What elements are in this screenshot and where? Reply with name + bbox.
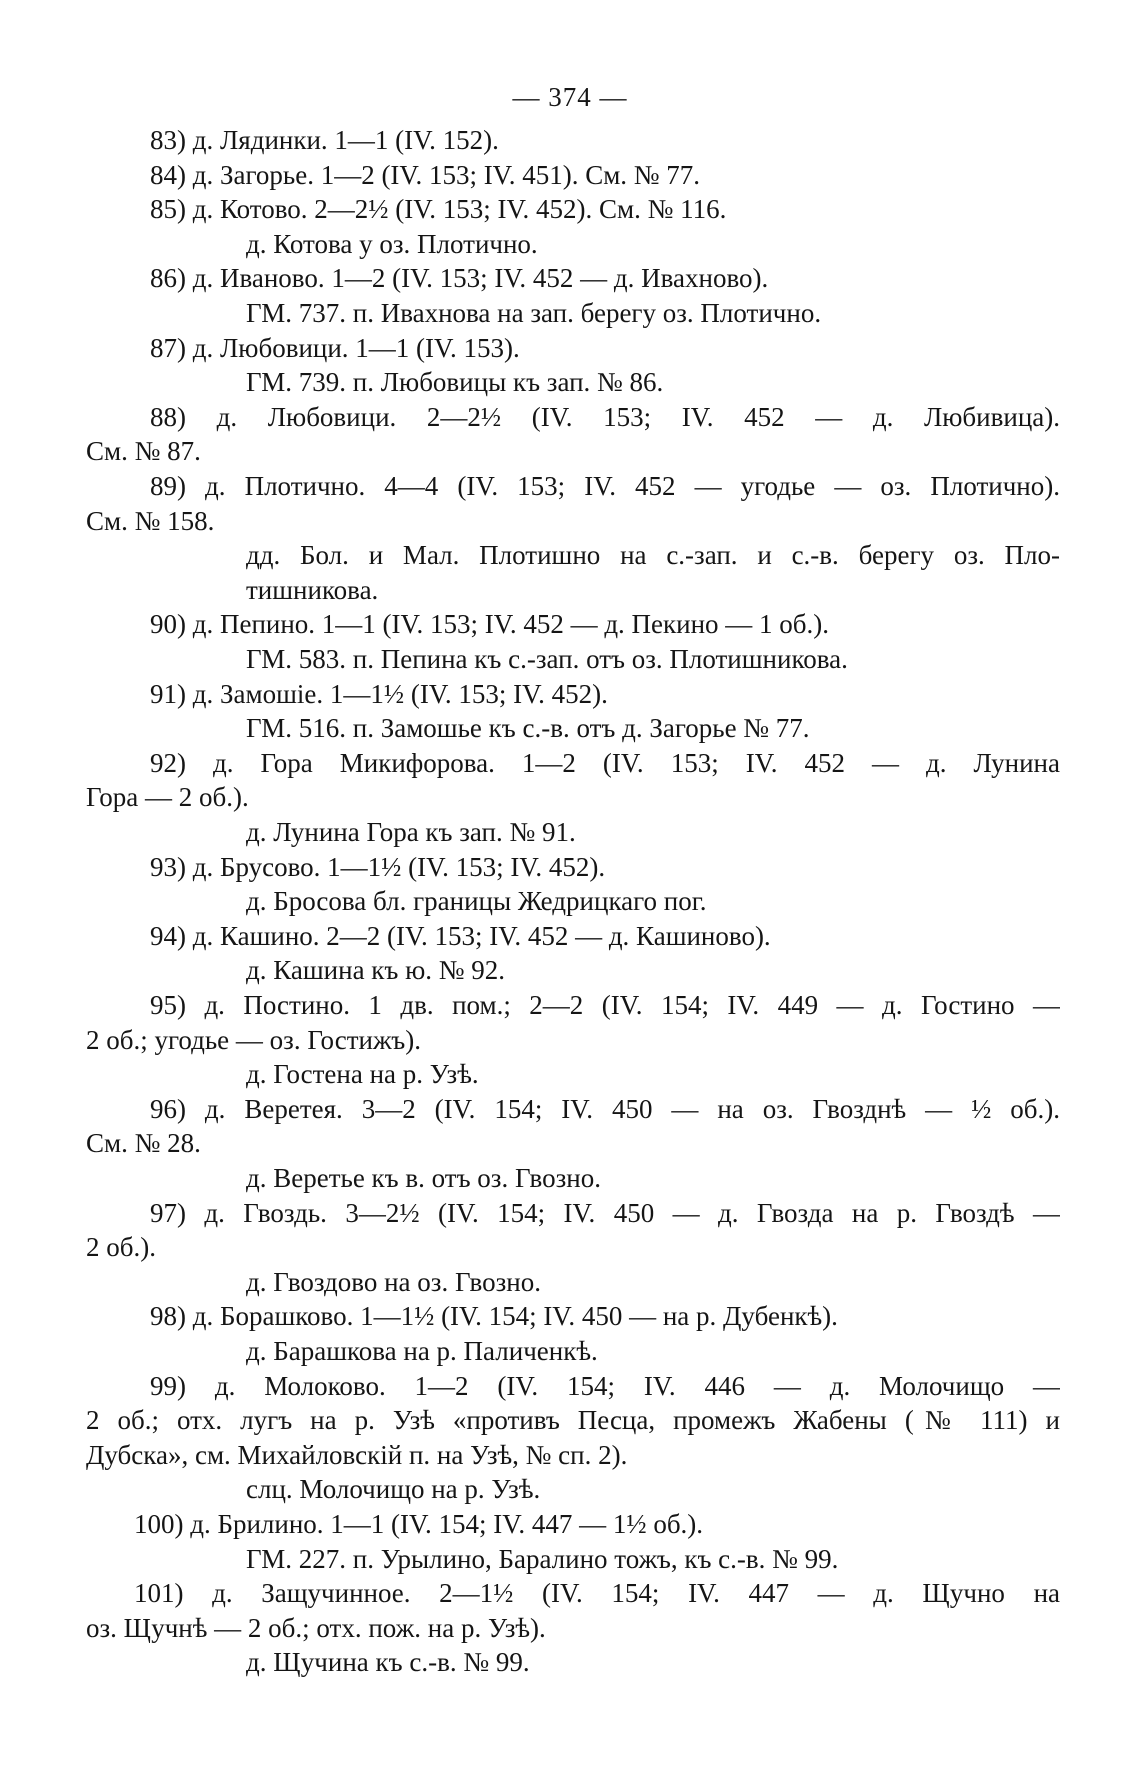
entry-line: 95) д. Постино. 1 дв. пом.; 2—2 (IV. 154; IV. 449 — д. Гостино — — [150, 990, 1060, 1020]
entry-line: 98) д. Борашково. 1—1½ (IV. 154; IV. 450 — на р. Дубенкѣ). — [150, 1301, 838, 1332]
entry-line: 91) д. Замошіе. 1—1½ (IV. 153; IV. 452). — [150, 678, 608, 709]
entry-line: 92) д. Гора Микифорова. 1—2 (IV. 153; IV. 452 — д. Лунина — [150, 747, 1060, 778]
sub-line: ГМ. 227. п. Урылино, Баралино тожъ, къ с.-в. № 99. — [246, 1543, 839, 1574]
sub-line: ГМ. 583. п. Пепина къ с.-зап. отъ оз. Плотишникова. — [246, 644, 848, 674]
sub-line: д. Веретье къ в. отъ оз. Гвозно. — [246, 1163, 601, 1193]
continuation-line: Гора — 2 об.). — [86, 782, 249, 813]
entry-line: 90) д. Пепино. 1—1 (IV. 153; IV. 452 — д. Пекино — 1 об.). — [150, 609, 830, 640]
continuation-line: См. № 28. — [86, 1128, 201, 1159]
entry-line: 96) д. Веретея. 3—2 (IV. 154; IV. 450 — на оз. Гвозднѣ — ½ об.). — [150, 1093, 1060, 1124]
continuation-line: 2 об.; отх. лугъ на р. Узѣ «противъ Песца, промежъ Жабены (№ 111) и — [86, 1405, 1060, 1436]
sub-line: ГМ. 739. п. Любовицы къ зап. № 86. — [246, 367, 664, 398]
entry-line: 86) д. Иваново. 1—2 (IV. 153; IV. 452 — д. Ивахново). — [150, 263, 769, 294]
continuation-line: 2 об.; угодье — оз. Гостижъ). — [86, 1024, 421, 1055]
sub-line: д. Гвоздово на оз. Гвозно. — [246, 1266, 541, 1297]
continuation-line: См. № 87. — [86, 436, 201, 467]
sub-line: д. Бросова бл. границы Жедрицкаго пог. — [246, 886, 707, 917]
sub-line: д. Барашкова на р. Паличенкѣ. — [246, 1336, 598, 1366]
page-number: — 374 — — [512, 82, 628, 112]
entry-line: 83) д. Лядинки. 1—1 (IV. 152). — [150, 125, 499, 155]
entry-line: 85) д. Котово. 2—2½ (IV. 153; IV. 452). См. № 116. — [150, 194, 727, 225]
continuation-line: Дубска», см. Михайловскій п. на Узѣ, № сп. 2). — [86, 1439, 628, 1470]
entry-line: 88) д. Любовици. 2—2½ (IV. 153; IV. 452 — д. Любивица). — [150, 401, 1060, 432]
continuation-line: оз. Щучнѣ — 2 об.; отх. пож. на р. Узѣ). — [86, 1612, 546, 1643]
sub-line: д. Лунина Гора къ зап. № 91. — [246, 817, 576, 847]
sub-line: тишникова. — [246, 574, 379, 605]
entry-line: 93) д. Брусово. 1—1½ (IV. 153; IV. 452). — [150, 851, 606, 882]
sub-line: дд. Бол. и Мал. Плотишно на с.-зап. и с.-в. берегу оз. Пло- — [246, 540, 1060, 571]
continuation-line: 2 об.). — [86, 1232, 156, 1263]
sub-line: ГМ. 737. п. Ивахнова на зап. берегу оз. Плотично. — [246, 298, 822, 328]
entry-line: 97) д. Гвоздь. 3—2½ (IV. 154; IV. 450 — д. Гвозда на р. Гвоздѣ — — [150, 1197, 1060, 1228]
sub-line: д. Котова у оз. Плотично. — [246, 228, 538, 259]
sub-line: д. Гостена на р. Узѣ. — [246, 1059, 479, 1090]
sub-line: д. Кашина къ ю. № 92. — [246, 955, 506, 986]
entry-line: 99) д. Молоково. 1—2 (IV. 154; IV. 446 — д. Молочищо — — [150, 1370, 1060, 1401]
entry-line: 84) д. Загорье. 1—2 (IV. 153; IV. 451). См. № 77. — [150, 159, 701, 190]
continuation-line: См. № 158. — [86, 505, 215, 536]
sub-line: слц. Молочищо на р. Узѣ. — [246, 1474, 541, 1505]
entry-line: 101) д. Защучинное. 2—1½ (IV. 154; IV. 447 — д. Щучно на — [134, 1578, 1060, 1609]
entry-line: 94) д. Кашино. 2—2 (IV. 153; IV. 452 — д. Кашиново). — [150, 920, 771, 951]
sub-line: ГМ. 516. п. Замошье къ с.-в. отъ д. Загорье № 77. — [246, 713, 810, 744]
entry-line: 89) д. Плотично. 4—4 (IV. 153; IV. 452 — угодье — оз. Плотично). — [150, 471, 1060, 501]
sub-line: д. Щучина къ с.-в. № 99. — [246, 1647, 530, 1678]
entry-line: 87) д. Любовици. 1—1 (IV. 153). — [150, 332, 520, 363]
entry-line: 100) д. Брилино. 1—1 (IV. 154; IV. 447 — 1½ об.). — [134, 1509, 704, 1539]
